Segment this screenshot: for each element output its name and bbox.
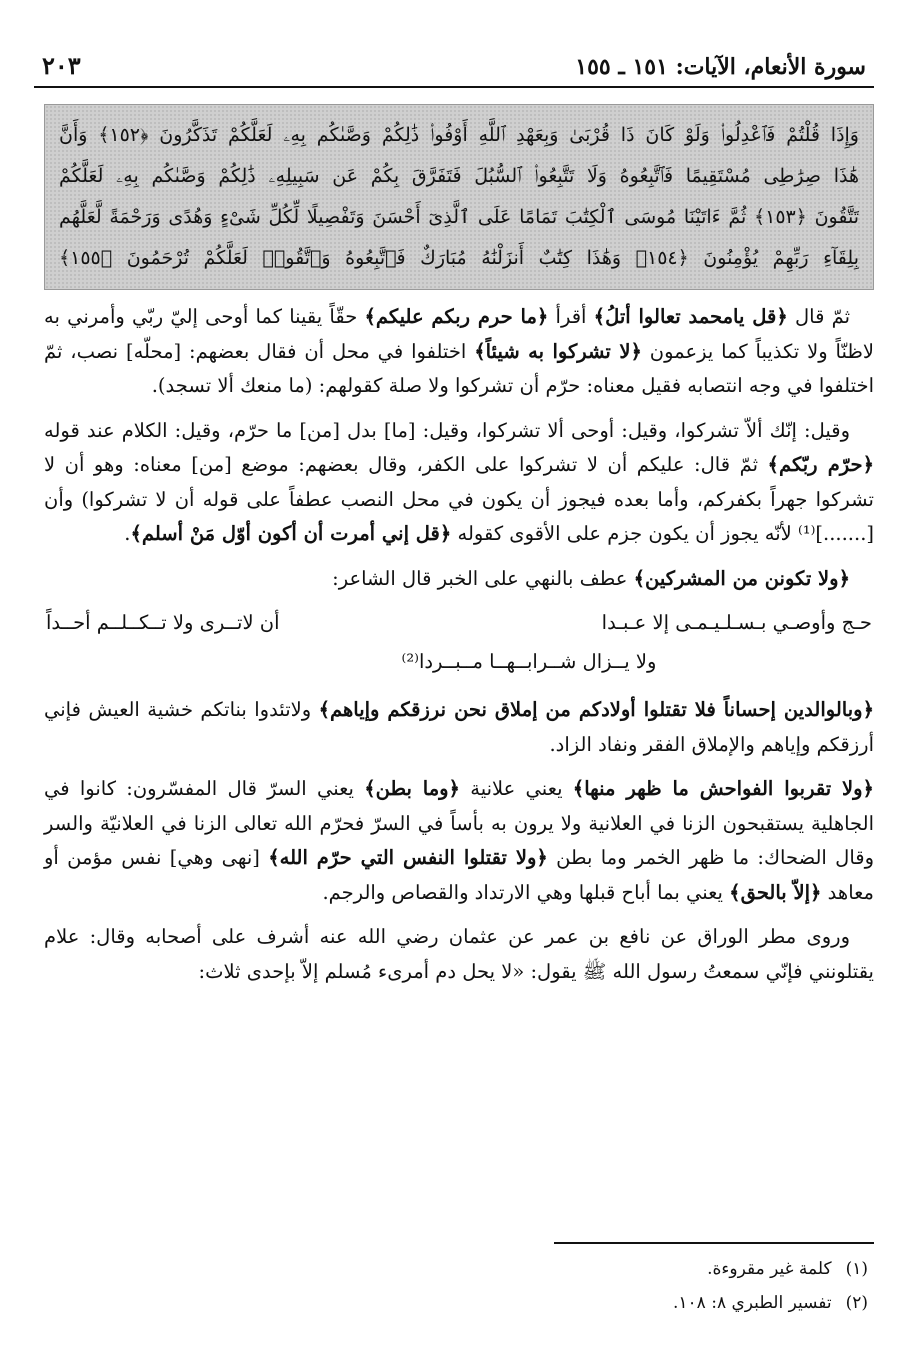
poem-hemistich: أن لاتــرى ولا تــكــلــم أحــداً (46, 611, 280, 634)
paragraph (44, 772, 874, 910)
page-header (34, 52, 874, 88)
quran-line: بِلِقَآءِ رَبِّهِمْ يُؤْمِنُونَ ﴿١٥٤﴾ وَهَٰذَا كِتَٰبٌ أَنزَلْنَٰهُ مُبَارَكٌ فَٱتَّبِعُوهُ وَٱتَّقُوا۟ لَعَلَّكُمْ تُرْحَمُونَ ﴿١٥٥﴾ (59, 247, 859, 269)
quoted-verse: ﴿لا تشركوا به شيئاً﴾ (474, 339, 642, 363)
quoted-verse: ﴿إلاّ بالحق﴾ (729, 880, 822, 904)
quran-line: وَإِذَا قُلْتُمْ فَٱعْدِلُوا۟ وَلَوْ كَانَ ذَا قُرْبَىٰ وَبِعَهْدِ ٱللَّهِ أَوْفُوا۟ ذَٰلِكُمْ وَصَّىٰكُم بِهِۦ لَعَلَّكُمْ تَذَكَّرُونَ ﴿١٥٢﴾ وَأَنَّ (59, 124, 859, 146)
poem-hemistich: حـج وأوصـي بـسـلـيـمـى إلا عـبـدا (601, 611, 872, 634)
quoted-verse: ﴿ولا تكونن من المشركين﴾ (633, 566, 850, 590)
quoted-verse: ﴿قل يامحمد تعالوا أتلُ﴾ (593, 305, 788, 328)
footnote-ref: ⁽¹⁾ (797, 522, 816, 545)
text-run: ثمّ قال (787, 305, 851, 328)
footnote (44, 1286, 868, 1320)
footnote-number: (١) (845, 1259, 868, 1279)
paragraph: وروى مطر الوراق عن نافع بن عمر عن عثمان رضي الله عنه أشرف على أصحابه وقال: علام يقتلونني فإنّي سمعتُ رسول الله ﷺ يقول: «لا يحل دم أمرىء مُسلم إلاّ بإحدى ثلاث: (44, 925, 874, 983)
text-run: وقيل: إنّك ألاّ تشركوا، وقيل: أوحى ألا تشركوا، وقيل: [ما] بدل [من] ما حرّم، وقيل: الكلام عند قوله (44, 418, 850, 442)
text-run: يعني علانية (459, 777, 573, 800)
footnote-text: تفسير الطبري ٨: ١٠٨. (673, 1293, 832, 1313)
running-title: سورة الأنعام، الآيات: ١٥١ ـ ١٥٥ (575, 54, 866, 80)
poem-line-2: ولا يــزال شــرابــهــا مــبــردا⁽²⁾ (401, 649, 657, 673)
footnote (44, 1252, 868, 1286)
text-run: حقّاً يقينا كما أوحى إليّ ربّي وأمرني به لاظنّاً ولا تكذيباً كما يزعمون (44, 305, 875, 363)
quoted-verse: ﴿وبالوالدين إحساناً فلا تقتلوا أولادكم من إملاق نحن نرزقكم وإياهم﴾ (318, 698, 874, 721)
footnote-divider (554, 1242, 874, 1244)
quoted-verse: ﴿ولا تقربوا الفواحش ما ظهر منها﴾ (572, 777, 874, 800)
text-run: . (124, 522, 131, 545)
quran-verses-box (44, 104, 874, 290)
paragraph (44, 693, 874, 762)
paragraph (44, 562, 874, 597)
paragraph (44, 414, 874, 552)
text-run: اختلفوا في محل أن فقال بعضهم: [محلّه] نصب، ثمّ اختلفوا في وجه انتصابه فقيل معناه: حرّم أن تشركوا ولا صلة كقولهم: (ما منعك ألا تسجد). (44, 339, 874, 397)
quran-line: تَتَّقُونَ ﴿١٥٣﴾ ثُمَّ ءَاتَيْنَا مُوسَى ٱلْكِتَٰبَ تَمَامًا عَلَى ٱلَّذِىٓ أَحْسَنَ وَتَفْصِيلًا لِّكُلِّ شَىْءٍ وَهُدًى وَرَحْمَةً لَّعَلَّهُم (59, 206, 859, 228)
quoted-verse: ﴿حرّم ربّكم﴾ (767, 453, 875, 476)
text-run: أقرأ (548, 305, 594, 328)
paragraph (44, 300, 874, 404)
text-run: لأنّه يجوز أن يكون جزم على الأقوى كقوله (451, 522, 798, 545)
quoted-verse: ﴿ولا تقتلوا النفس التي حرّم الله﴾ (268, 846, 548, 869)
quran-line: هَٰذَا صِرَٰطِى مُسْتَقِيمًا فَٱتَّبِعُوهُ وَلَا تَتَّبِعُوا۟ ٱلسُّبُلَ فَتَفَرَّقَ بِكُمْ عَن سَبِيلِهِۦ ذَٰلِكُمْ وَصَّىٰكُم بِهِۦ لَعَلَّكُمْ (59, 165, 859, 187)
quoted-verse: ﴿وما بطن﴾ (364, 777, 460, 800)
text-run: ثمّ قال: عليكم أن لا تشركوا على الكفر، وقال بعضهم: موضع [من] معناه: وهو أن لا تشركوا جهراً بكفركم، وأما بعده فيجوز أن يكون في محل النصب عطفاً على قوله أن لا تشركوا) وأن [.......] (44, 453, 874, 545)
footnote-number: (٢) (845, 1293, 868, 1313)
footnote-text: كلمة غير مقروءة. (707, 1259, 832, 1279)
text-run: عطف بالنهي على الخبر قال الشاعر: (332, 566, 634, 590)
text-run: ولاتئدوا بناتكم خشية العيش فإني أرزقكم وإياهم والإملاق الفقر ونفاد الزاد. (44, 698, 874, 756)
footnotes (44, 1252, 868, 1320)
commentary-body (44, 300, 874, 999)
poem-line-1 (44, 606, 874, 641)
text-run: يعني السرّ قال المفسّرون: كانوا في الجاهلية يستقبحون الزنا في العلانية ولا يرون به بأساً في السرّ فحرّم الله تعالى الزنا في العلانيّة والسر وقال الضحاك: ما ظهر الخمر وما بطن (44, 777, 874, 869)
quoted-verse: ﴿ما حرم ربكم عليكم﴾ (364, 305, 549, 328)
page-number: ٢٠٣ (42, 51, 81, 80)
text-run: [نهى وهي] نفس مؤمن أو معاهد (44, 846, 874, 904)
quoted-verse: ﴿قل إني أمرت أن أكون أوّل مَنْ أسلم﴾ (130, 522, 452, 545)
text-run: يعني بما أباح قبلها وهي الارتداد والقصاص والرجم. (322, 880, 730, 904)
